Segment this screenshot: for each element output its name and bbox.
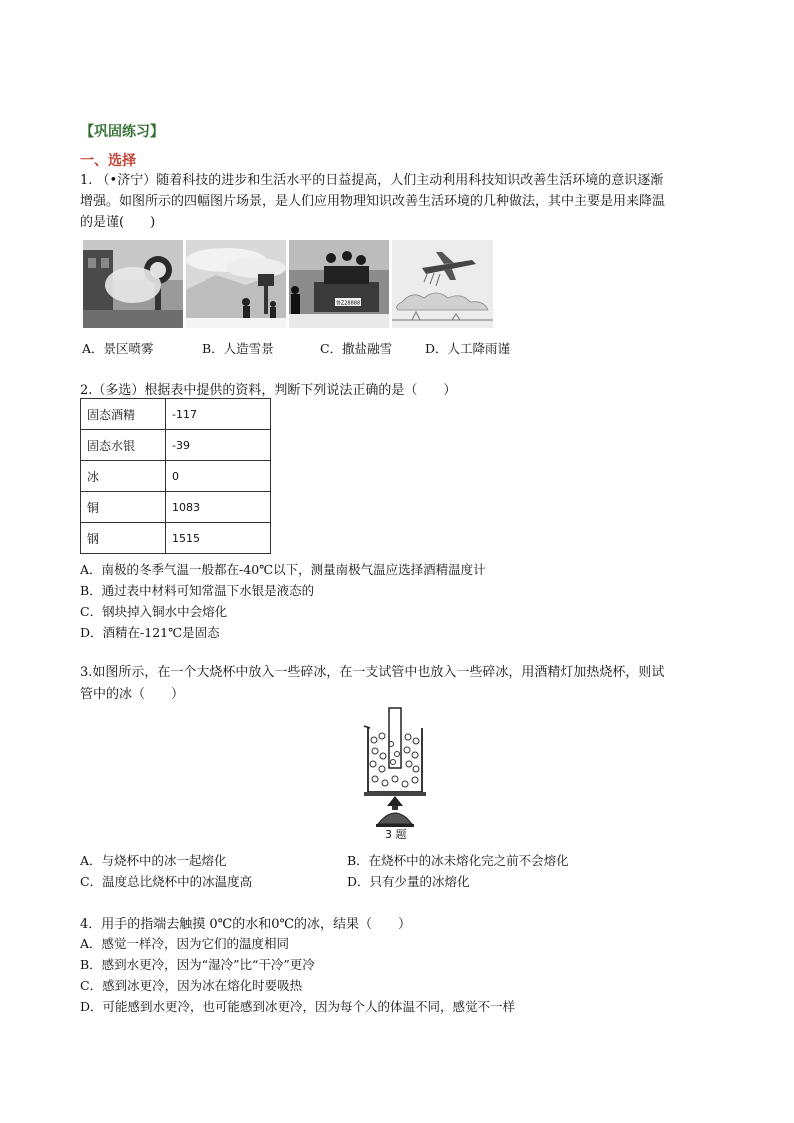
photo-artificial-rain: [392, 240, 493, 328]
table-cell-value: 0: [166, 461, 271, 492]
figure-caption: 3 题: [385, 828, 407, 841]
table-cell-value: 1083: [166, 492, 271, 523]
section-tag: 【巩固练习】: [80, 124, 164, 140]
table-cell-name: 钢: [81, 523, 166, 554]
beaker-figure: [360, 706, 430, 834]
truck-plate: 鲁Z28888: [335, 300, 361, 307]
table-row: [81, 461, 271, 492]
table-row: [81, 430, 271, 461]
q3-line-2: 管中的冰（ ）: [80, 687, 185, 702]
table-cell-value: 1515: [166, 523, 271, 554]
q2-option-b: B．通过表中材料可知常温下水银是液态的: [80, 583, 315, 598]
q2-option-c: C．钢块掉入铜水中会熔化: [80, 604, 228, 619]
table-cell-value: -39: [166, 430, 271, 461]
table-row: [81, 523, 271, 554]
table-cell-name: 冰: [81, 461, 166, 492]
q1-line-3: 的是谨( ): [80, 215, 156, 230]
q3-option-b: B．在烧杯中的冰未熔化完之前不会熔化: [347, 853, 569, 868]
photo-scenic-spray: [83, 240, 183, 328]
q4-option-d: D．可能感到水更冷，也可能感到冰更冷，因为每个人的体温不同，感觉不一样: [80, 999, 516, 1014]
table-cell-name: 铜: [81, 492, 166, 523]
q1-option-a: A．景区喷雾: [82, 341, 154, 356]
table-cell-name: 固态酒精: [81, 399, 166, 430]
q4-option-a: A．感觉一样冷，因为它们的温度相同: [80, 936, 290, 951]
q3-option-c: C．温度总比烧杯中的冰温度高: [80, 874, 253, 889]
q4-option-b: B．感到水更冷，因为“湿冷”比“干冷”更冷: [80, 957, 315, 972]
photo-artificial-snow: [186, 240, 286, 328]
q2-option-d: D．酒精在-121℃是固态: [80, 625, 220, 640]
melting-point-table: [80, 398, 271, 554]
q1-option-b: B．人造雪景: [202, 341, 274, 356]
q3-line-1: 3.如图所示，在一个大烧杯中放入一些碎冰，在一支试管中也放入一些碎冰，用酒精灯加热烧杯，则试: [80, 665, 665, 680]
q1-line-1: 1. （•济宁）随着科技的进步和生活水平的日益提高，人们主动利用科技知识改善生活环境的意识逐渐: [80, 173, 664, 188]
photo-salt-melting-snow: [289, 240, 389, 328]
table-cell-value: -117: [166, 399, 271, 430]
q4-option-c: C．感到冰更冷，因为冰在熔化时要吸热: [80, 978, 303, 993]
q2-stem: 2.（多选）根据表中提供的资料，判断下列说法正确的是（ ）: [80, 383, 457, 398]
q4-stem: 4．用手的指端去触摸 0℃的水和0℃的冰，结果（ ）: [80, 917, 412, 932]
q1-option-c: C．撒盐融雪: [320, 341, 393, 356]
section-title: 一、选择: [80, 153, 136, 169]
table-row: [81, 492, 271, 523]
table-cell-name: 固态水银: [81, 430, 166, 461]
q3-option-d: D．只有少量的冰熔化: [347, 874, 470, 889]
table-row: [81, 399, 271, 430]
q3-option-a: A．与烧杯中的冰一起熔化: [80, 853, 227, 868]
q2-option-a: A．南极的冬季气温一般都在-40℃以下，测量南极气温应选择酒精温度计: [80, 562, 486, 577]
q1-line-2: 增强。如图所示的四幅图片场景，是人们应用物理知识改善生活环境的几种做法，其中主要是用来降温: [80, 194, 666, 209]
q1-option-d: D．人工降雨谨: [425, 341, 511, 356]
